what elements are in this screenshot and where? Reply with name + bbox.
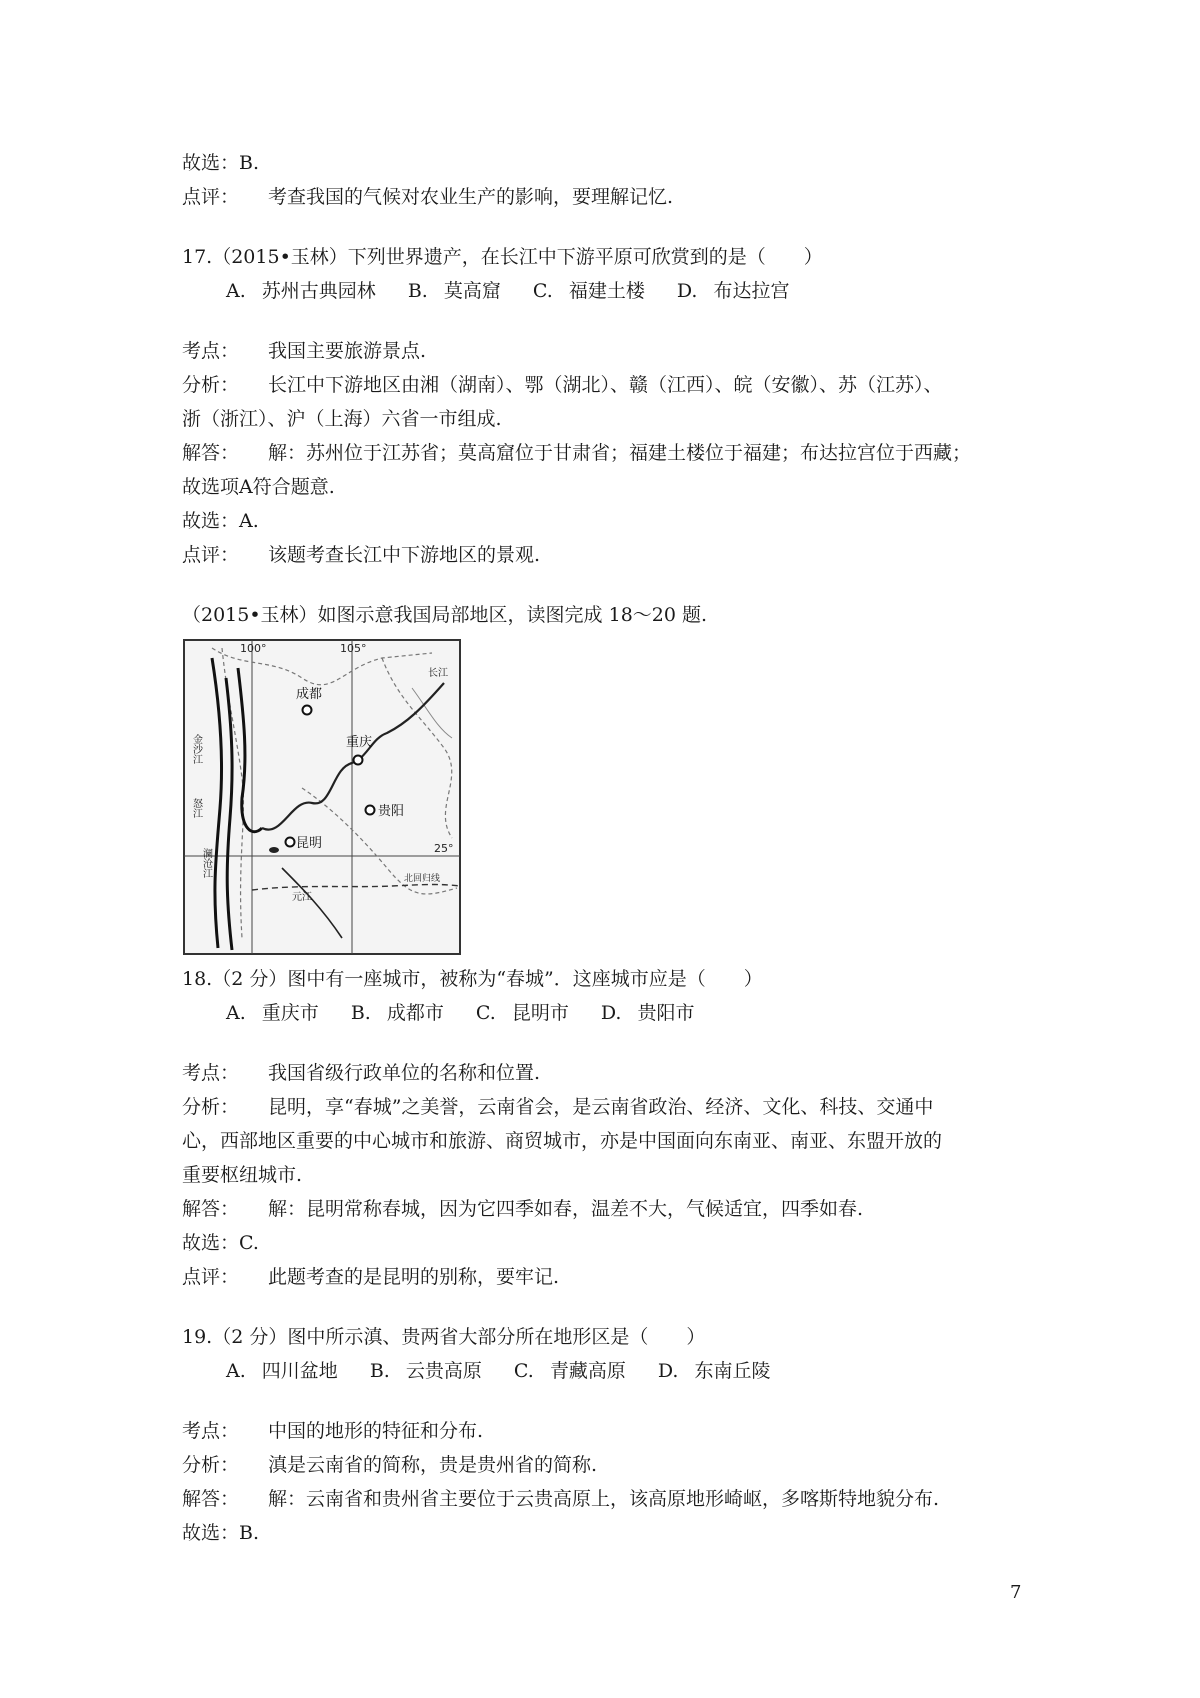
lat-label-25: 25° [434, 842, 454, 855]
q18-choice: 故选：C. [182, 1232, 259, 1254]
q19-answer-1: 解：云南省和贵州省主要位于云贵高原上，该高原地形崎岖，多喀斯特地貌分布. [268, 1488, 940, 1510]
q17-comment: 该题考查长江中下游地区的景观. [268, 544, 541, 566]
q18-option-d-letter: D. [600, 1002, 622, 1024]
q19-choice: 故选：B. [182, 1522, 260, 1544]
q18-option-a-text: 重庆市 [261, 1002, 319, 1024]
q18-comment: 此题考查的是昆明的别称，要牢记. [268, 1266, 560, 1288]
q18-option-b-text: 成都市 [386, 1002, 444, 1024]
lake-dianchi [269, 847, 279, 853]
q18-analysis-row [182, 1090, 1042, 1124]
q17-option-d-letter: D. [676, 280, 698, 302]
q19-analysis-label: 分析： [182, 1454, 240, 1476]
q17-option-b-letter: B. [407, 280, 428, 302]
q19-option-d-text: 东南丘陵 [694, 1360, 771, 1382]
q18-analysis-1: 昆明，享“春城”之美誉，云南省会，是云南省政治、经济、文化、科技、交通中 [268, 1096, 934, 1118]
q18-option-a-letter: A. [226, 1002, 246, 1024]
city-label-chongqing: 重庆 [346, 735, 373, 750]
q17-option-b-text: 莫高窟 [443, 280, 501, 302]
q17-option-a-letter: A. [226, 280, 246, 302]
q17-options [182, 274, 1042, 308]
q17-point-row [182, 334, 1042, 368]
q18-comment-label: 点评： [182, 1266, 240, 1288]
q18-answer-label: 解答： [182, 1198, 240, 1220]
q17-point: 我国主要旅游景点. [268, 340, 427, 362]
q19-option-c-letter: C. [513, 1360, 534, 1382]
q18-point: 我国省级行政单位的名称和位置. [268, 1062, 541, 1084]
q19-option-c-text: 青藏高原 [549, 1360, 626, 1382]
city-marker-chongqing [354, 756, 363, 765]
city-label-chengdu: 成都 [296, 687, 323, 702]
q19-point: 中国的地形的特征和分布. [268, 1420, 484, 1442]
q18-analysis-2: 心，西部地区重要的中心城市和旅游、商贸城市，亦是中国面向东南亚、南亚、东盟开放的 [182, 1130, 943, 1152]
city-label-guiyang: 贵阳 [378, 804, 405, 819]
q19-option-b-letter: B. [369, 1360, 390, 1382]
q19-analysis-1: 滇是云南省的简称，贵是贵州省的简称. [268, 1454, 598, 1476]
city-marker-chengdu [303, 706, 312, 715]
q17-stem: 17.（2015•玉林）下列世界遗产，在长江中下游平原可欣赏到的是（ ） [182, 246, 823, 268]
group-intro: （2015•玉林）如图示意我国局部地区，读图完成 18～20 题. [182, 604, 708, 626]
q18-options [182, 996, 1042, 1030]
q17-option-a-text: 苏州古典园林 [261, 280, 376, 302]
q18-analysis-label: 分析： [182, 1096, 240, 1118]
q16-comment: 考查我国的气候对农业生产的影响，要理解记忆. [268, 186, 674, 208]
page-number: 7 [1010, 1582, 1022, 1603]
region-map-svg [182, 638, 464, 958]
q17-point-label: 考点： [182, 340, 240, 362]
q17-analysis-row [182, 368, 1042, 402]
q17-answer-1: 解：苏州位于江苏省；莫高窟位于甘肃省；福建土楼位于福建；布达拉宫位于西藏； [268, 442, 972, 464]
q17-answer-2: 故选项A符合题意. [182, 476, 335, 498]
q17-choice: 故选：A. [182, 510, 259, 532]
q18-comment-row [182, 1260, 1042, 1294]
lon-label-105: 105° [340, 642, 367, 655]
q19-options [182, 1354, 1042, 1388]
q19-option-a-letter: A. [226, 1360, 246, 1382]
q18-answer-1: 解：昆明常称春城，因为它四季如春，温差不大，气候适宜，四季如春. [268, 1198, 864, 1220]
q17-analysis-label: 分析： [182, 374, 240, 396]
q18-point-row [182, 1056, 1042, 1090]
q19-option-a-text: 四川盆地 [261, 1360, 338, 1382]
q17-analysis-2: 浙（浙江）、沪（上海）六省一市组成. [182, 408, 502, 430]
q18-option-d-text: 贵阳市 [637, 1002, 695, 1024]
q18-stem: 18.（2 分）图中有一座城市，被称为“春城”．这座城市应是（ ） [182, 968, 763, 990]
q17-comment-label: 点评： [182, 544, 240, 566]
q19-stem: 19.（2 分）图中所示滇、贵两省大部分所在地形区是（ ） [182, 1326, 706, 1348]
river-label-jinsha: 金沙江 [190, 734, 202, 764]
q18-answer-row [182, 1192, 1042, 1226]
q17-comment-row [182, 538, 1042, 572]
river-label-lancang: 澜沧江 [200, 848, 212, 878]
q17-answer-row [182, 436, 1042, 470]
q19-answer-label: 解答： [182, 1488, 240, 1510]
q18-option-c-text: 昆明市 [511, 1002, 569, 1024]
document-page [182, 146, 1042, 1550]
river-label-yuan: 元江 [292, 892, 312, 903]
q19-point-label: 考点： [182, 1420, 240, 1442]
q19-answer-row [182, 1482, 1042, 1516]
q17-option-c-letter: C. [532, 280, 553, 302]
q18-option-c-letter: C. [475, 1002, 496, 1024]
q16-choice: 故选：B. [182, 152, 260, 174]
city-marker-guiyang [366, 806, 375, 815]
city-label-kunming: 昆明 [296, 836, 323, 851]
q18-analysis-3: 重要枢纽城市. [182, 1164, 303, 1186]
q19-analysis-row [182, 1448, 1042, 1482]
q17-option-d-text: 布达拉宫 [713, 280, 790, 302]
river-label-nu: 怒江 [190, 798, 202, 818]
q17-answer-label: 解答： [182, 442, 240, 464]
q17-option-c-text: 福建土楼 [568, 280, 645, 302]
q16-comment-label: 点评： [182, 186, 240, 208]
city-marker-kunming [286, 838, 295, 847]
region-map [182, 638, 464, 958]
q19-option-d-letter: D. [657, 1360, 679, 1382]
q19-point-row [182, 1414, 1042, 1448]
q18-option-b-letter: B. [350, 1002, 371, 1024]
q18-point-label: 考点： [182, 1062, 240, 1084]
river-label-changjiang: 长江 [428, 668, 448, 679]
lon-label-100: 100° [240, 642, 267, 655]
q17-analysis-1: 长江中下游地区由湘（湖南）、鄂（湖北）、赣（江西）、皖（安徽）、苏（江苏）、 [268, 374, 943, 396]
q19-option-b-text: 云贵高原 [405, 1360, 482, 1382]
q16-comment-row [182, 180, 1042, 214]
tropic-label: 北回归线 [404, 874, 441, 884]
